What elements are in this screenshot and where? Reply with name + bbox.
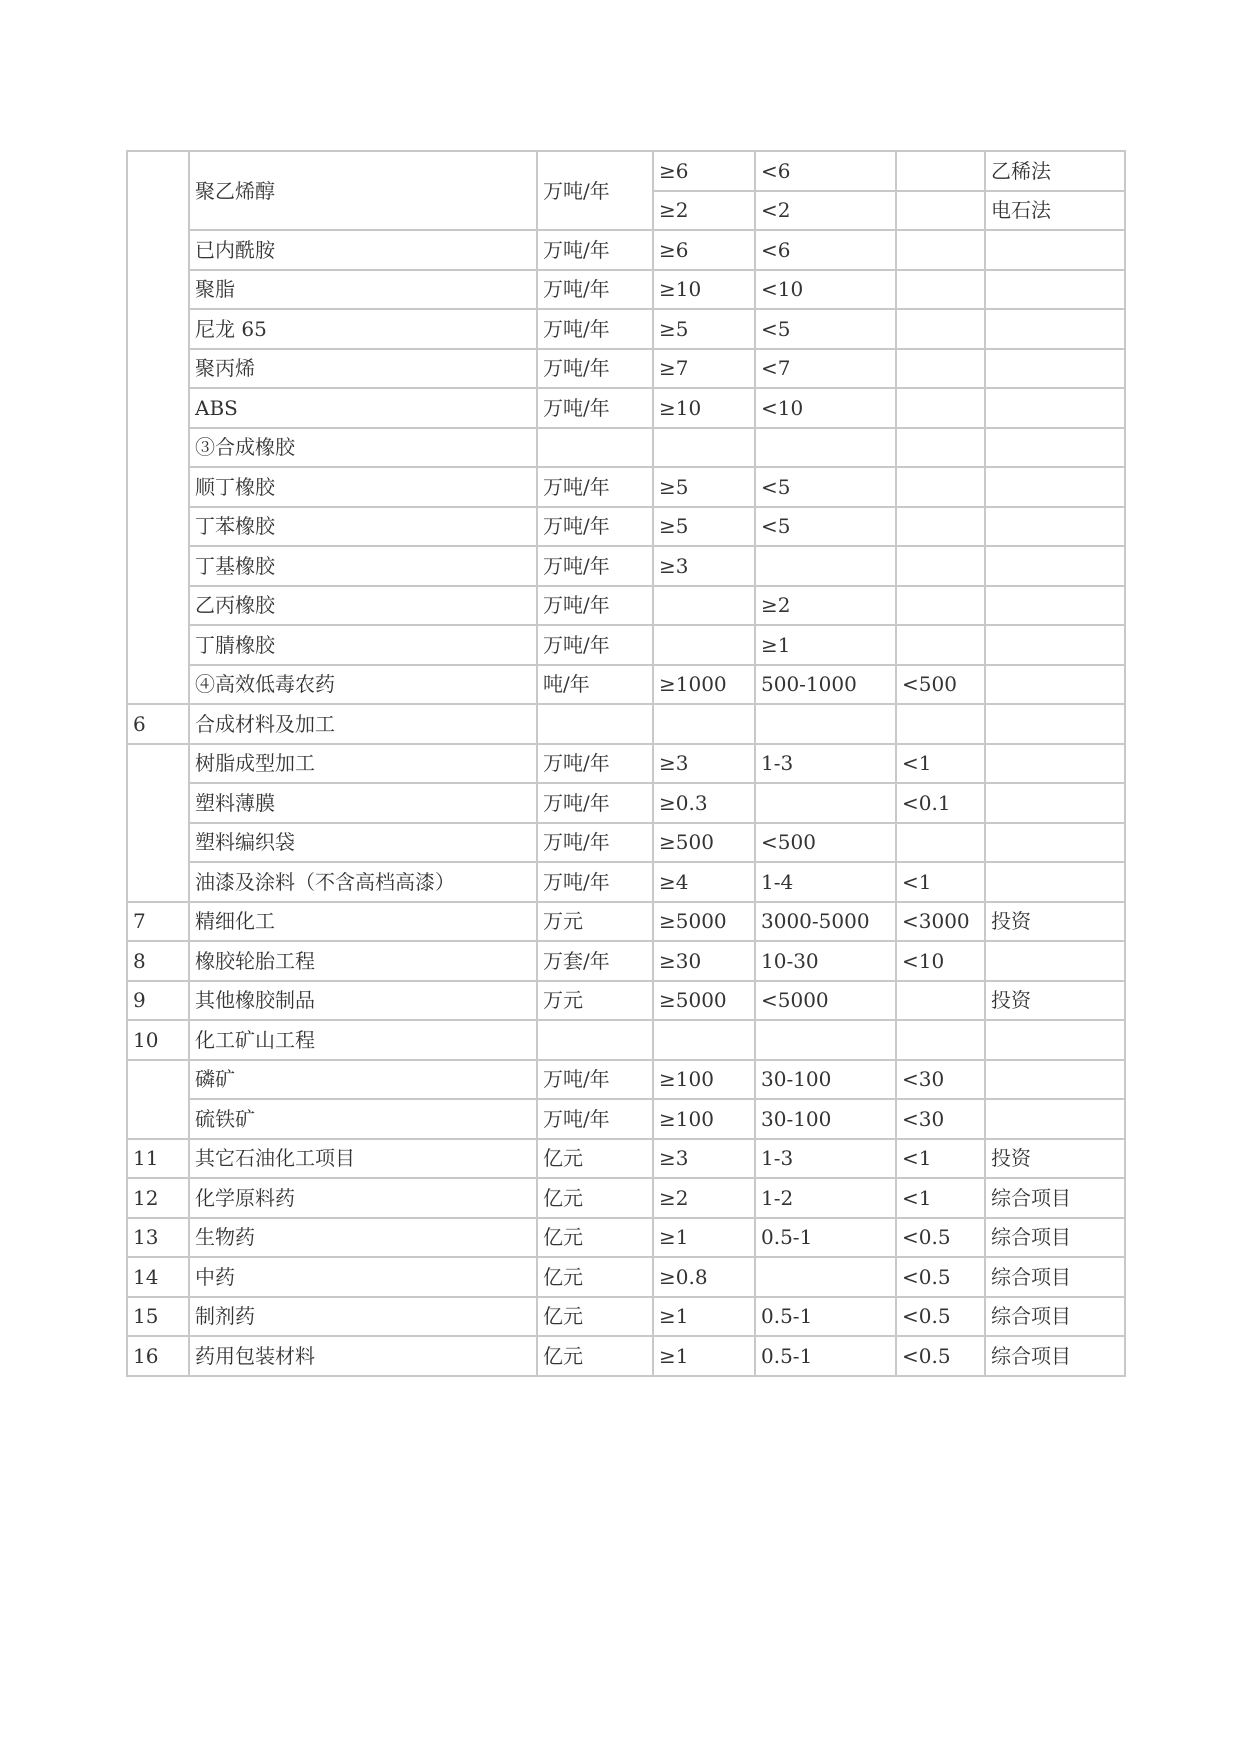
unit: 亿元 — [537, 1218, 653, 1258]
table-row — [127, 941, 1125, 981]
project-name: ③合成橡胶 — [189, 428, 537, 468]
remark — [985, 1020, 1125, 1060]
remark — [985, 1060, 1125, 1100]
small-scale — [896, 704, 985, 744]
unit: 万套/年 — [537, 941, 653, 981]
small-scale: <1 — [896, 1139, 985, 1179]
project-name: 塑料薄膜 — [189, 783, 537, 823]
unit: 万吨/年 — [537, 230, 653, 270]
small-scale — [896, 467, 985, 507]
row-number — [127, 1060, 189, 1139]
table-row — [127, 1139, 1125, 1179]
unit: 万吨/年 — [537, 270, 653, 310]
large-scale: ≥100 — [653, 1099, 755, 1139]
remark: 综合项目 — [985, 1257, 1125, 1297]
medium-scale: 30-100 — [755, 1060, 896, 1100]
unit: 万吨/年 — [537, 862, 653, 902]
small-scale — [896, 151, 985, 191]
unit: 万吨/年 — [537, 467, 653, 507]
medium-scale — [755, 546, 896, 586]
project-name: 其它石油化工项目 — [189, 1139, 537, 1179]
large-scale: ≥100 — [653, 1060, 755, 1100]
large-scale: ≥4 — [653, 862, 755, 902]
project-name: 丁苯橡胶 — [189, 507, 537, 547]
table-row — [127, 309, 1125, 349]
small-scale — [896, 507, 985, 547]
table-row — [127, 546, 1125, 586]
remark — [985, 862, 1125, 902]
remark — [985, 823, 1125, 863]
medium-scale: <5 — [755, 507, 896, 547]
small-scale: <1 — [896, 862, 985, 902]
unit: 万吨/年 — [537, 151, 653, 230]
medium-scale: <5 — [755, 309, 896, 349]
project-name: 树脂成型加工 — [189, 744, 537, 784]
small-scale — [896, 270, 985, 310]
row-number: 10 — [127, 1020, 189, 1060]
row-number: 16 — [127, 1336, 189, 1376]
small-scale: <30 — [896, 1060, 985, 1100]
large-scale: ≥5 — [653, 507, 755, 547]
medium-scale: 1-4 — [755, 862, 896, 902]
project-name: 橡胶轮胎工程 — [189, 941, 537, 981]
row-number: 8 — [127, 941, 189, 981]
remark — [985, 467, 1125, 507]
small-scale: <500 — [896, 665, 985, 705]
remark — [985, 704, 1125, 744]
table-row — [127, 151, 1125, 191]
table-row — [127, 625, 1125, 665]
small-scale — [896, 191, 985, 231]
medium-scale: <7 — [755, 349, 896, 389]
medium-scale — [755, 704, 896, 744]
small-scale: <30 — [896, 1099, 985, 1139]
table-row — [127, 349, 1125, 389]
small-scale — [896, 230, 985, 270]
large-scale — [653, 586, 755, 626]
unit: 万元 — [537, 981, 653, 1021]
table-row — [127, 270, 1125, 310]
unit — [537, 428, 653, 468]
unit: 亿元 — [537, 1257, 653, 1297]
medium-scale: ≥1 — [755, 625, 896, 665]
small-scale — [896, 428, 985, 468]
remark — [985, 744, 1125, 784]
large-scale: ≥1 — [653, 1297, 755, 1337]
small-scale — [896, 349, 985, 389]
remark: 投资 — [985, 981, 1125, 1021]
small-scale — [896, 823, 985, 863]
unit: 亿元 — [537, 1178, 653, 1218]
project-name: 生物药 — [189, 1218, 537, 1258]
large-scale: ≥5 — [653, 309, 755, 349]
row-number: 11 — [127, 1139, 189, 1179]
project-name: 塑料编织袋 — [189, 823, 537, 863]
small-scale: <0.5 — [896, 1257, 985, 1297]
unit: 万吨/年 — [537, 1099, 653, 1139]
small-scale: <0.1 — [896, 783, 985, 823]
table-row — [127, 467, 1125, 507]
small-scale — [896, 625, 985, 665]
table-row — [127, 1020, 1125, 1060]
table-row — [127, 823, 1125, 863]
table-row — [127, 507, 1125, 547]
large-scale: ≥3 — [653, 744, 755, 784]
unit — [537, 704, 653, 744]
row-number: 7 — [127, 902, 189, 942]
table-row — [127, 1218, 1125, 1258]
small-scale: <0.5 — [896, 1336, 985, 1376]
unit: 万吨/年 — [537, 349, 653, 389]
unit: 亿元 — [537, 1336, 653, 1376]
unit: 万吨/年 — [537, 586, 653, 626]
row-number: 9 — [127, 981, 189, 1021]
unit — [537, 1020, 653, 1060]
large-scale: ≥6 — [653, 230, 755, 270]
remark: 综合项目 — [985, 1218, 1125, 1258]
project-name: 中药 — [189, 1257, 537, 1297]
unit: 亿元 — [537, 1297, 653, 1337]
project-name: 硫铁矿 — [189, 1099, 537, 1139]
remark — [985, 507, 1125, 547]
medium-scale: 1-3 — [755, 1139, 896, 1179]
project-name: ABS — [189, 388, 537, 428]
medium-scale — [755, 1020, 896, 1060]
large-scale — [653, 625, 755, 665]
medium-scale — [755, 1257, 896, 1297]
unit: 万吨/年 — [537, 625, 653, 665]
remark — [985, 941, 1125, 981]
project-name: 尼龙 65 — [189, 309, 537, 349]
unit: 万吨/年 — [537, 783, 653, 823]
medium-scale: <10 — [755, 388, 896, 428]
table-row — [127, 586, 1125, 626]
small-scale: <1 — [896, 744, 985, 784]
table-row — [127, 902, 1125, 942]
large-scale — [653, 428, 755, 468]
medium-scale: 30-100 — [755, 1099, 896, 1139]
large-scale — [653, 1020, 755, 1060]
large-scale: ≥7 — [653, 349, 755, 389]
remark: 投资 — [985, 902, 1125, 942]
medium-scale: 1-2 — [755, 1178, 896, 1218]
medium-scale: 1-3 — [755, 744, 896, 784]
medium-scale: <500 — [755, 823, 896, 863]
table-row — [127, 744, 1125, 784]
unit: 万吨/年 — [537, 388, 653, 428]
large-scale: ≥1 — [653, 1336, 755, 1376]
project-name: 顺丁橡胶 — [189, 467, 537, 507]
project-name: 油漆及涂料（不含高档高漆） — [189, 862, 537, 902]
remark — [985, 309, 1125, 349]
project-name: 药用包装材料 — [189, 1336, 537, 1376]
small-scale: <0.5 — [896, 1218, 985, 1258]
unit: 吨/年 — [537, 665, 653, 705]
small-scale — [896, 1020, 985, 1060]
medium-scale: 500-1000 — [755, 665, 896, 705]
small-scale — [896, 981, 985, 1021]
table-row — [127, 981, 1125, 1021]
large-scale — [653, 704, 755, 744]
table-row — [127, 1297, 1125, 1337]
row-number — [127, 744, 189, 902]
remark: 综合项目 — [985, 1297, 1125, 1337]
table-row — [127, 783, 1125, 823]
large-scale: ≥30 — [653, 941, 755, 981]
table-row — [127, 665, 1125, 705]
remark: 投资 — [985, 1139, 1125, 1179]
row-number: 6 — [127, 704, 189, 744]
project-name: 磷矿 — [189, 1060, 537, 1100]
project-name: 化学原料药 — [189, 1178, 537, 1218]
unit: 万吨/年 — [537, 744, 653, 784]
table-row — [127, 428, 1125, 468]
unit: 万吨/年 — [537, 823, 653, 863]
remark — [985, 625, 1125, 665]
medium-scale — [755, 783, 896, 823]
table-row — [127, 1336, 1125, 1376]
remark — [985, 349, 1125, 389]
large-scale: ≥10 — [653, 388, 755, 428]
large-scale: ≥2 — [653, 191, 755, 231]
remark — [985, 546, 1125, 586]
medium-scale: <2 — [755, 191, 896, 231]
medium-scale: 3000-5000 — [755, 902, 896, 942]
medium-scale: <6 — [755, 151, 896, 191]
table-row — [127, 704, 1125, 744]
remark — [985, 270, 1125, 310]
project-name: 聚乙烯醇 — [189, 151, 537, 230]
medium-scale: 0.5-1 — [755, 1297, 896, 1337]
medium-scale: <5 — [755, 467, 896, 507]
medium-scale: <6 — [755, 230, 896, 270]
remark — [985, 388, 1125, 428]
table-row — [127, 1178, 1125, 1218]
project-name: 合成材料及加工 — [189, 704, 537, 744]
remark: 电石法 — [985, 191, 1125, 231]
row-number: 14 — [127, 1257, 189, 1297]
large-scale: ≥1 — [653, 1218, 755, 1258]
small-scale — [896, 309, 985, 349]
project-name: 聚脂 — [189, 270, 537, 310]
remark — [985, 230, 1125, 270]
project-name: 聚丙烯 — [189, 349, 537, 389]
remark — [985, 428, 1125, 468]
large-scale: ≥500 — [653, 823, 755, 863]
remark: 综合项目 — [985, 1178, 1125, 1218]
project-name: ④高效低毒农药 — [189, 665, 537, 705]
large-scale: ≥1000 — [653, 665, 755, 705]
medium-scale: 0.5-1 — [755, 1218, 896, 1258]
medium-scale: ≥2 — [755, 586, 896, 626]
large-scale: ≥5000 — [653, 981, 755, 1021]
unit: 万吨/年 — [537, 309, 653, 349]
small-scale — [896, 388, 985, 428]
remark — [985, 665, 1125, 705]
table-row — [127, 1099, 1125, 1139]
small-scale: <1 — [896, 1178, 985, 1218]
unit: 亿元 — [537, 1139, 653, 1179]
large-scale: ≥0.3 — [653, 783, 755, 823]
project-name: 乙丙橡胶 — [189, 586, 537, 626]
large-scale: ≥2 — [653, 1178, 755, 1218]
table-row — [127, 1257, 1125, 1297]
unit: 万元 — [537, 902, 653, 942]
medium-scale — [755, 428, 896, 468]
medium-scale: 0.5-1 — [755, 1336, 896, 1376]
large-scale: ≥10 — [653, 270, 755, 310]
remark: 综合项目 — [985, 1336, 1125, 1376]
project-name: 制剂药 — [189, 1297, 537, 1337]
unit: 万吨/年 — [537, 546, 653, 586]
unit: 万吨/年 — [537, 1060, 653, 1100]
small-scale: <0.5 — [896, 1297, 985, 1337]
small-scale — [896, 546, 985, 586]
unit: 万吨/年 — [537, 507, 653, 547]
table-row — [127, 230, 1125, 270]
project-name: 化工矿山工程 — [189, 1020, 537, 1060]
row-number: 12 — [127, 1178, 189, 1218]
row-number: 13 — [127, 1218, 189, 1258]
large-scale: ≥6 — [653, 151, 755, 191]
medium-scale: 10-30 — [755, 941, 896, 981]
small-scale: <3000 — [896, 902, 985, 942]
project-name: 其他橡胶制品 — [189, 981, 537, 1021]
row-number: 15 — [127, 1297, 189, 1337]
row-number — [127, 151, 189, 704]
small-scale — [896, 586, 985, 626]
table-row — [127, 862, 1125, 902]
large-scale: ≥5 — [653, 467, 755, 507]
large-scale: ≥0.8 — [653, 1257, 755, 1297]
large-scale: ≥5000 — [653, 902, 755, 942]
remark — [985, 1099, 1125, 1139]
remark — [985, 586, 1125, 626]
remark — [985, 783, 1125, 823]
large-scale: ≥3 — [653, 1139, 755, 1179]
remark: 乙稀法 — [985, 151, 1125, 191]
project-name: 已内酰胺 — [189, 230, 537, 270]
project-scale-table — [126, 150, 1126, 1377]
project-name: 丁基橡胶 — [189, 546, 537, 586]
medium-scale: <5000 — [755, 981, 896, 1021]
project-name: 丁腈橡胶 — [189, 625, 537, 665]
medium-scale: <10 — [755, 270, 896, 310]
project-name: 精细化工 — [189, 902, 537, 942]
table-row — [127, 1060, 1125, 1100]
large-scale: ≥3 — [653, 546, 755, 586]
table-row — [127, 388, 1125, 428]
small-scale: <10 — [896, 941, 985, 981]
